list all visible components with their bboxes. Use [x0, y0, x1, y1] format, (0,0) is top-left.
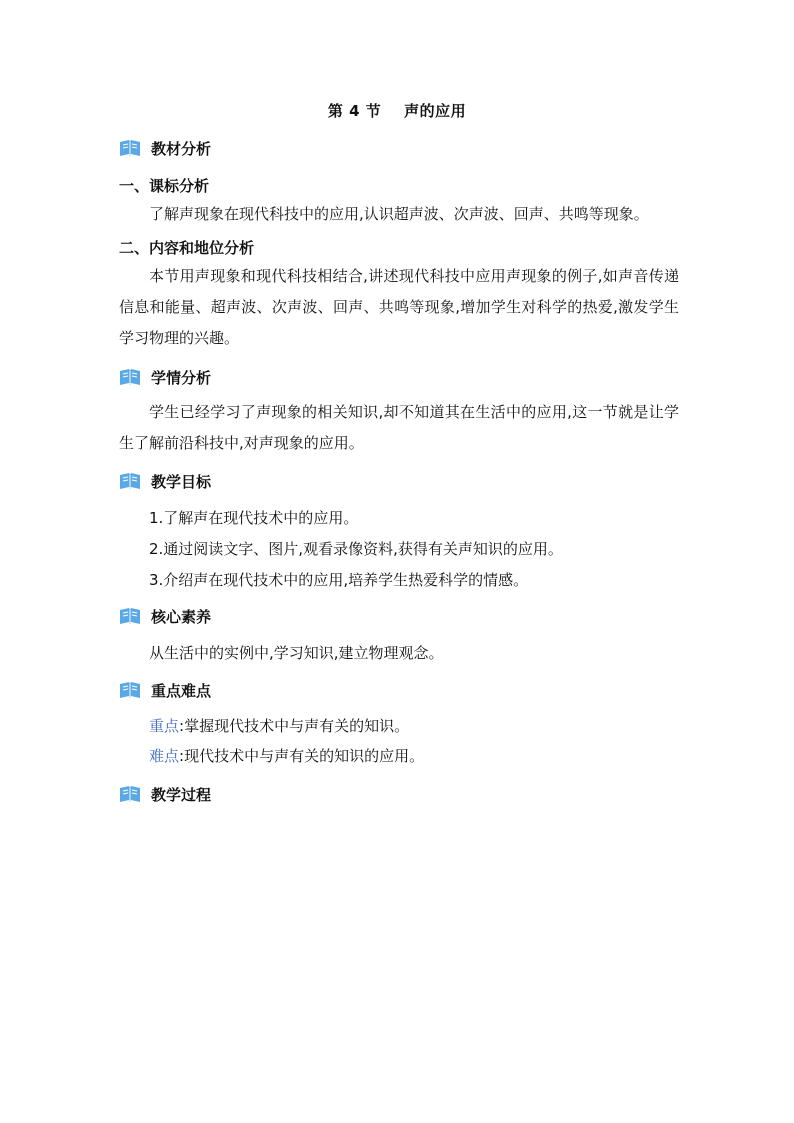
book-icon — [119, 368, 141, 386]
goal-item: 1.了解声在现代技术中的应用。 — [149, 509, 359, 527]
section-heading-label: 核心素养 — [151, 607, 212, 626]
book-icon — [119, 607, 141, 625]
difficult-point-line — [149, 745, 424, 767]
goal-item: 3.介绍声在现代技术中的应用,培养学生热爱科学的情感。 — [149, 571, 529, 589]
section-heading-students — [119, 366, 211, 388]
difficult-point-label: 难点 — [149, 747, 180, 765]
section-heading-label: 教学目标 — [151, 472, 212, 491]
section-heading-goals — [119, 470, 211, 492]
book-icon — [119, 785, 141, 803]
section-heading-keypoints — [119, 679, 211, 701]
key-point-label: 重点 — [149, 717, 180, 735]
section-heading-label: 重点难点 — [151, 681, 212, 700]
book-icon — [119, 472, 141, 490]
section-heading-analysis — [119, 137, 211, 159]
section-heading-process — [119, 783, 211, 805]
section-heading-label: 教材分析 — [151, 139, 212, 158]
difficult-point-text: :现代技术中与声有关的知识的应用。 — [179, 747, 425, 765]
key-point-line — [149, 715, 409, 737]
book-icon — [119, 139, 141, 157]
section-heading-literacy — [119, 605, 211, 627]
paragraph-content: 本节用声现象和现代科技相结合,讲述现代科技中应用声现象的例子,如声音传递信息和能量、超声波、次声波、回声、共鸣等现象,增加学生对科学的热爱,激发学生学习物理的兴趣。 — [119, 267, 679, 347]
goal-item: 2.通过阅读文字、图片,观看录像资料,获得有关声知识的应用。 — [149, 540, 563, 558]
paragraph-students: 学生已经学习了声现象的相关知识,却不知道其在生活中的应用,这一节就是让学生了解前沿科技中,对声现象的应用。 — [119, 403, 679, 452]
book-icon — [119, 681, 141, 699]
subheading-curriculum: 一、课标分析 — [119, 177, 210, 195]
section-heading-label: 学情分析 — [151, 368, 212, 387]
key-point-text: :掌握现代技术中与声有关的知识。 — [179, 717, 410, 735]
paragraph-literacy: 从生活中的实例中,学习知识,建立物理观念。 — [149, 644, 444, 662]
section-heading-label: 教学过程 — [151, 785, 212, 804]
page-title: 第 4 节 声的应用 — [327, 102, 467, 120]
paragraph-curriculum: 了解声现象在现代科技中的应用,认识超声波、次声波、回声、共鸣等现象。 — [149, 205, 649, 223]
subheading-content: 二、内容和地位分析 — [119, 239, 255, 257]
